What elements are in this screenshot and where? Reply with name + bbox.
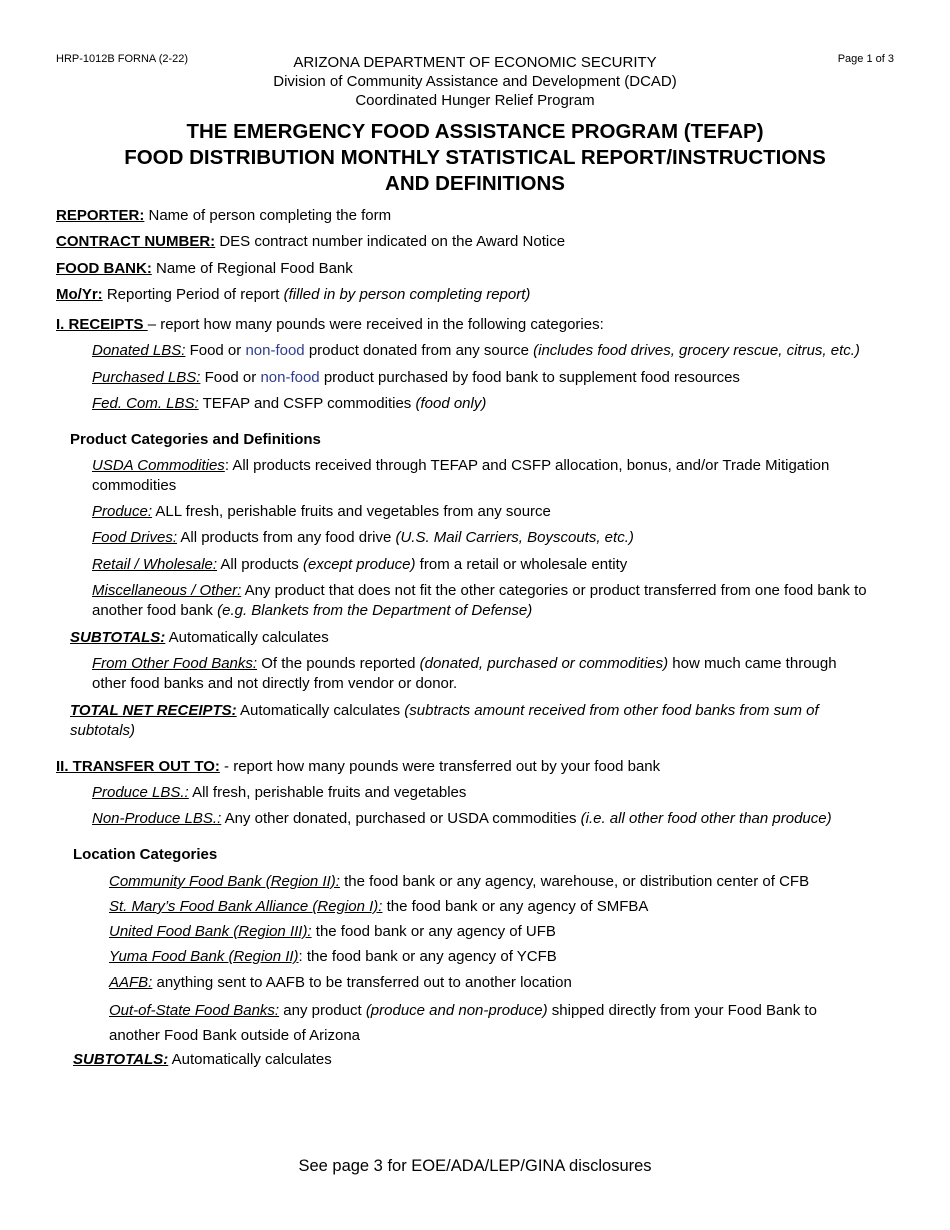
moyr-label: Mo/Yr:	[56, 286, 103, 303]
produce-lbs-text: All fresh, perishable fruits and vegetables	[188, 784, 467, 801]
ufb-definition	[109, 922, 556, 942]
form-id: HRP-1012B FORNA (2-22)	[56, 53, 189, 65]
misc-text: Any product that does not fit the other categories or product transferred from one food bank to	[241, 582, 867, 599]
oos-label: Out-of-State Food Banks:	[109, 1002, 280, 1019]
fedcom-italic: (food only)	[415, 395, 487, 412]
foodbank-definition	[56, 259, 353, 279]
usda-definition	[92, 456, 829, 496]
contract-definition	[56, 232, 565, 252]
other-italic: (donated, purchased or commodities)	[419, 655, 669, 672]
purchased-label: Purchased LBS:	[92, 369, 201, 386]
other-food-banks-definition	[92, 654, 837, 694]
location-subtotals-label: SUBTOTALS:	[73, 1051, 169, 1068]
subtotals-label: SUBTOTALS:	[70, 629, 166, 646]
product-subtotals	[70, 628, 329, 648]
donated-italic: (includes food drives, grocery rescue, citrus, etc.)	[533, 342, 860, 359]
smfba-label: St. Mary’s Food Bank Alliance (Region I):	[109, 898, 383, 915]
agency-header	[0, 53, 950, 110]
subtotals-text: Automatically calculates	[165, 629, 329, 646]
other-text-3: other food banks and not directly from vendor or donor.	[92, 675, 458, 692]
smfba-text: the food bank or any agency of SMFBA	[382, 898, 649, 915]
misc-italic: (e.g. Blankets from the Department of Defense)	[217, 602, 533, 619]
cfb-text: the food bank or any agency, warehouse, or distribution center of CFB	[339, 873, 810, 890]
retail-label: Retail / Wholesale:	[92, 556, 218, 573]
location-categories-heading: Location Categories	[73, 846, 218, 863]
moyr-text: Reporting Period of report	[102, 286, 284, 303]
retail-italic: (except produce)	[302, 556, 416, 573]
food-drives-definition	[92, 528, 634, 548]
other-text: Of the pounds reported	[257, 655, 420, 672]
oos-text-2: shipped directly from your Food Bank to	[547, 1002, 817, 1019]
reporter-label: REPORTER:	[56, 207, 145, 224]
purchased-pre: Food or	[200, 369, 261, 386]
contract-label: CONTRACT NUMBER:	[56, 233, 216, 250]
drives-italic: (U.S. Mail Carriers, Boyscouts, etc.)	[395, 529, 634, 546]
aafb-label: AAFB:	[109, 974, 153, 991]
location-subtotals	[73, 1050, 332, 1070]
produce-lbs-definition	[92, 783, 466, 803]
fedcom-label: Fed. Com. LBS:	[92, 395, 199, 412]
drives-label: Food Drives:	[92, 529, 178, 546]
total-net-receipts	[70, 701, 819, 741]
misc-definition	[92, 581, 867, 621]
net-italic: (subtracts amount received from other food banks from sum of	[404, 702, 819, 719]
moyr-italic: (filled in by person completing report)	[283, 286, 531, 303]
usda-text: : All products received through TEFAP and CSFP allocation, bonus, and/or Trade Mitigation	[224, 457, 830, 474]
produce-definition	[92, 502, 551, 522]
retail-definition	[92, 555, 627, 575]
transfer-text: - report how many pounds were transferred out by your food bank	[219, 758, 661, 775]
produce-text: ALL fresh, perishable fruits and vegetables from any source	[152, 503, 551, 520]
net-text: Automatically calculates	[236, 702, 405, 719]
document-title	[0, 119, 950, 197]
contract-text: DES contract number indicated on the Award Notice	[215, 233, 566, 250]
page-number: Page 1 of 3	[837, 53, 894, 65]
net-italic-2: subtotals)	[70, 722, 136, 739]
produce-label: Produce:	[92, 503, 153, 520]
usda-label: USDA Commodities	[92, 457, 225, 474]
product-categories-heading: Product Categories and Definitions	[70, 431, 321, 448]
nonfood-term: non-food	[245, 342, 305, 359]
agency-name: ARIZONA DEPARTMENT OF ECONOMIC SECURITY	[293, 54, 657, 71]
nonfood-term: non-food	[260, 369, 320, 386]
other-text-2: how much came through	[668, 655, 837, 672]
fedcom-lbs-definition	[92, 394, 486, 414]
title-line-1: THE EMERGENCY FOOD ASSISTANCE PROGRAM (TEFAP)	[186, 120, 764, 143]
ycfb-label: Yuma Food Bank (Region II)	[109, 948, 299, 965]
retail-text: All products	[217, 556, 303, 573]
purchased-post: product purchased by food bank to supplement food resources	[319, 369, 740, 386]
out-of-state-definition	[109, 998, 817, 1048]
cfb-label: Community Food Bank (Region II):	[109, 873, 340, 890]
retail-text-2: from a retail or wholesale entity	[415, 556, 628, 573]
transfer-heading	[56, 757, 660, 777]
purchased-lbs-definition	[92, 368, 740, 388]
non-produce-lbs-definition	[92, 809, 832, 829]
oos-text-3: another Food Bank outside of Arizona	[109, 1027, 361, 1044]
receipts-label: I. RECEIPTS	[56, 316, 148, 333]
nonproduce-text: Any other donated, purchased or USDA commodities	[221, 810, 581, 827]
donated-label: Donated LBS:	[92, 342, 186, 359]
other-label: From Other Food Banks:	[92, 655, 258, 672]
usda-text-2: commodities	[92, 477, 177, 494]
footer-disclosure: See page 3 for EOE/ADA/LEP/GINA disclosures	[298, 1157, 652, 1175]
title-line-2: FOOD DISTRIBUTION MONTHLY STATISTICAL REPORT/INSTRUCTIONS	[124, 146, 826, 169]
misc-text-2: another food bank	[92, 602, 218, 619]
reporter-text: Name of person completing the form	[144, 207, 392, 224]
division-name: Division of Community Assistance and Development (DCAD)	[273, 73, 677, 90]
receipts-heading	[56, 315, 604, 335]
drives-text: All products from any food drive	[177, 529, 396, 546]
receipts-text: – report how many pounds were received in the following categories:	[147, 316, 604, 333]
ycfb-definition	[109, 947, 557, 967]
transfer-label: II. TRANSFER OUT TO:	[56, 758, 220, 775]
donated-lbs-definition	[92, 341, 860, 361]
title-line-3: AND DEFINITIONS	[385, 172, 565, 195]
foodbank-label: FOOD BANK:	[56, 260, 152, 277]
ufb-text: the food bank or any agency of UFB	[311, 923, 556, 940]
net-label: TOTAL NET RECEIPTS:	[70, 702, 237, 719]
location-subtotals-text: Automatically calculates	[168, 1051, 332, 1068]
program-name: Coordinated Hunger Relief Program	[355, 92, 595, 109]
produce-lbs-label: Produce LBS.:	[92, 784, 189, 801]
donated-post: product donated from any source	[304, 342, 534, 359]
donated-pre: Food or	[185, 342, 246, 359]
fedcom-text: TEFAP and CSFP commodities	[198, 395, 416, 412]
oos-text: any product	[279, 1002, 366, 1019]
cfb-definition	[109, 872, 809, 892]
nonproduce-label: Non-Produce LBS.:	[92, 810, 222, 827]
aafb-definition	[109, 973, 572, 993]
reporter-definition	[56, 206, 391, 226]
foodbank-text: Name of Regional Food Bank	[151, 260, 353, 277]
ycfb-text: : the food bank or any agency of YCFB	[298, 948, 557, 965]
moyr-definition	[56, 285, 530, 305]
smfba-definition	[109, 897, 648, 917]
ufb-label: United Food Bank (Region III):	[109, 923, 312, 940]
oos-italic: (produce and non-produce)	[365, 1002, 548, 1019]
aafb-text: anything sent to AAFB to be transferred out to another location	[152, 974, 572, 991]
misc-label: Miscellaneous / Other:	[92, 582, 242, 599]
nonproduce-italic: (i.e. all other food other than produce)	[580, 810, 832, 827]
